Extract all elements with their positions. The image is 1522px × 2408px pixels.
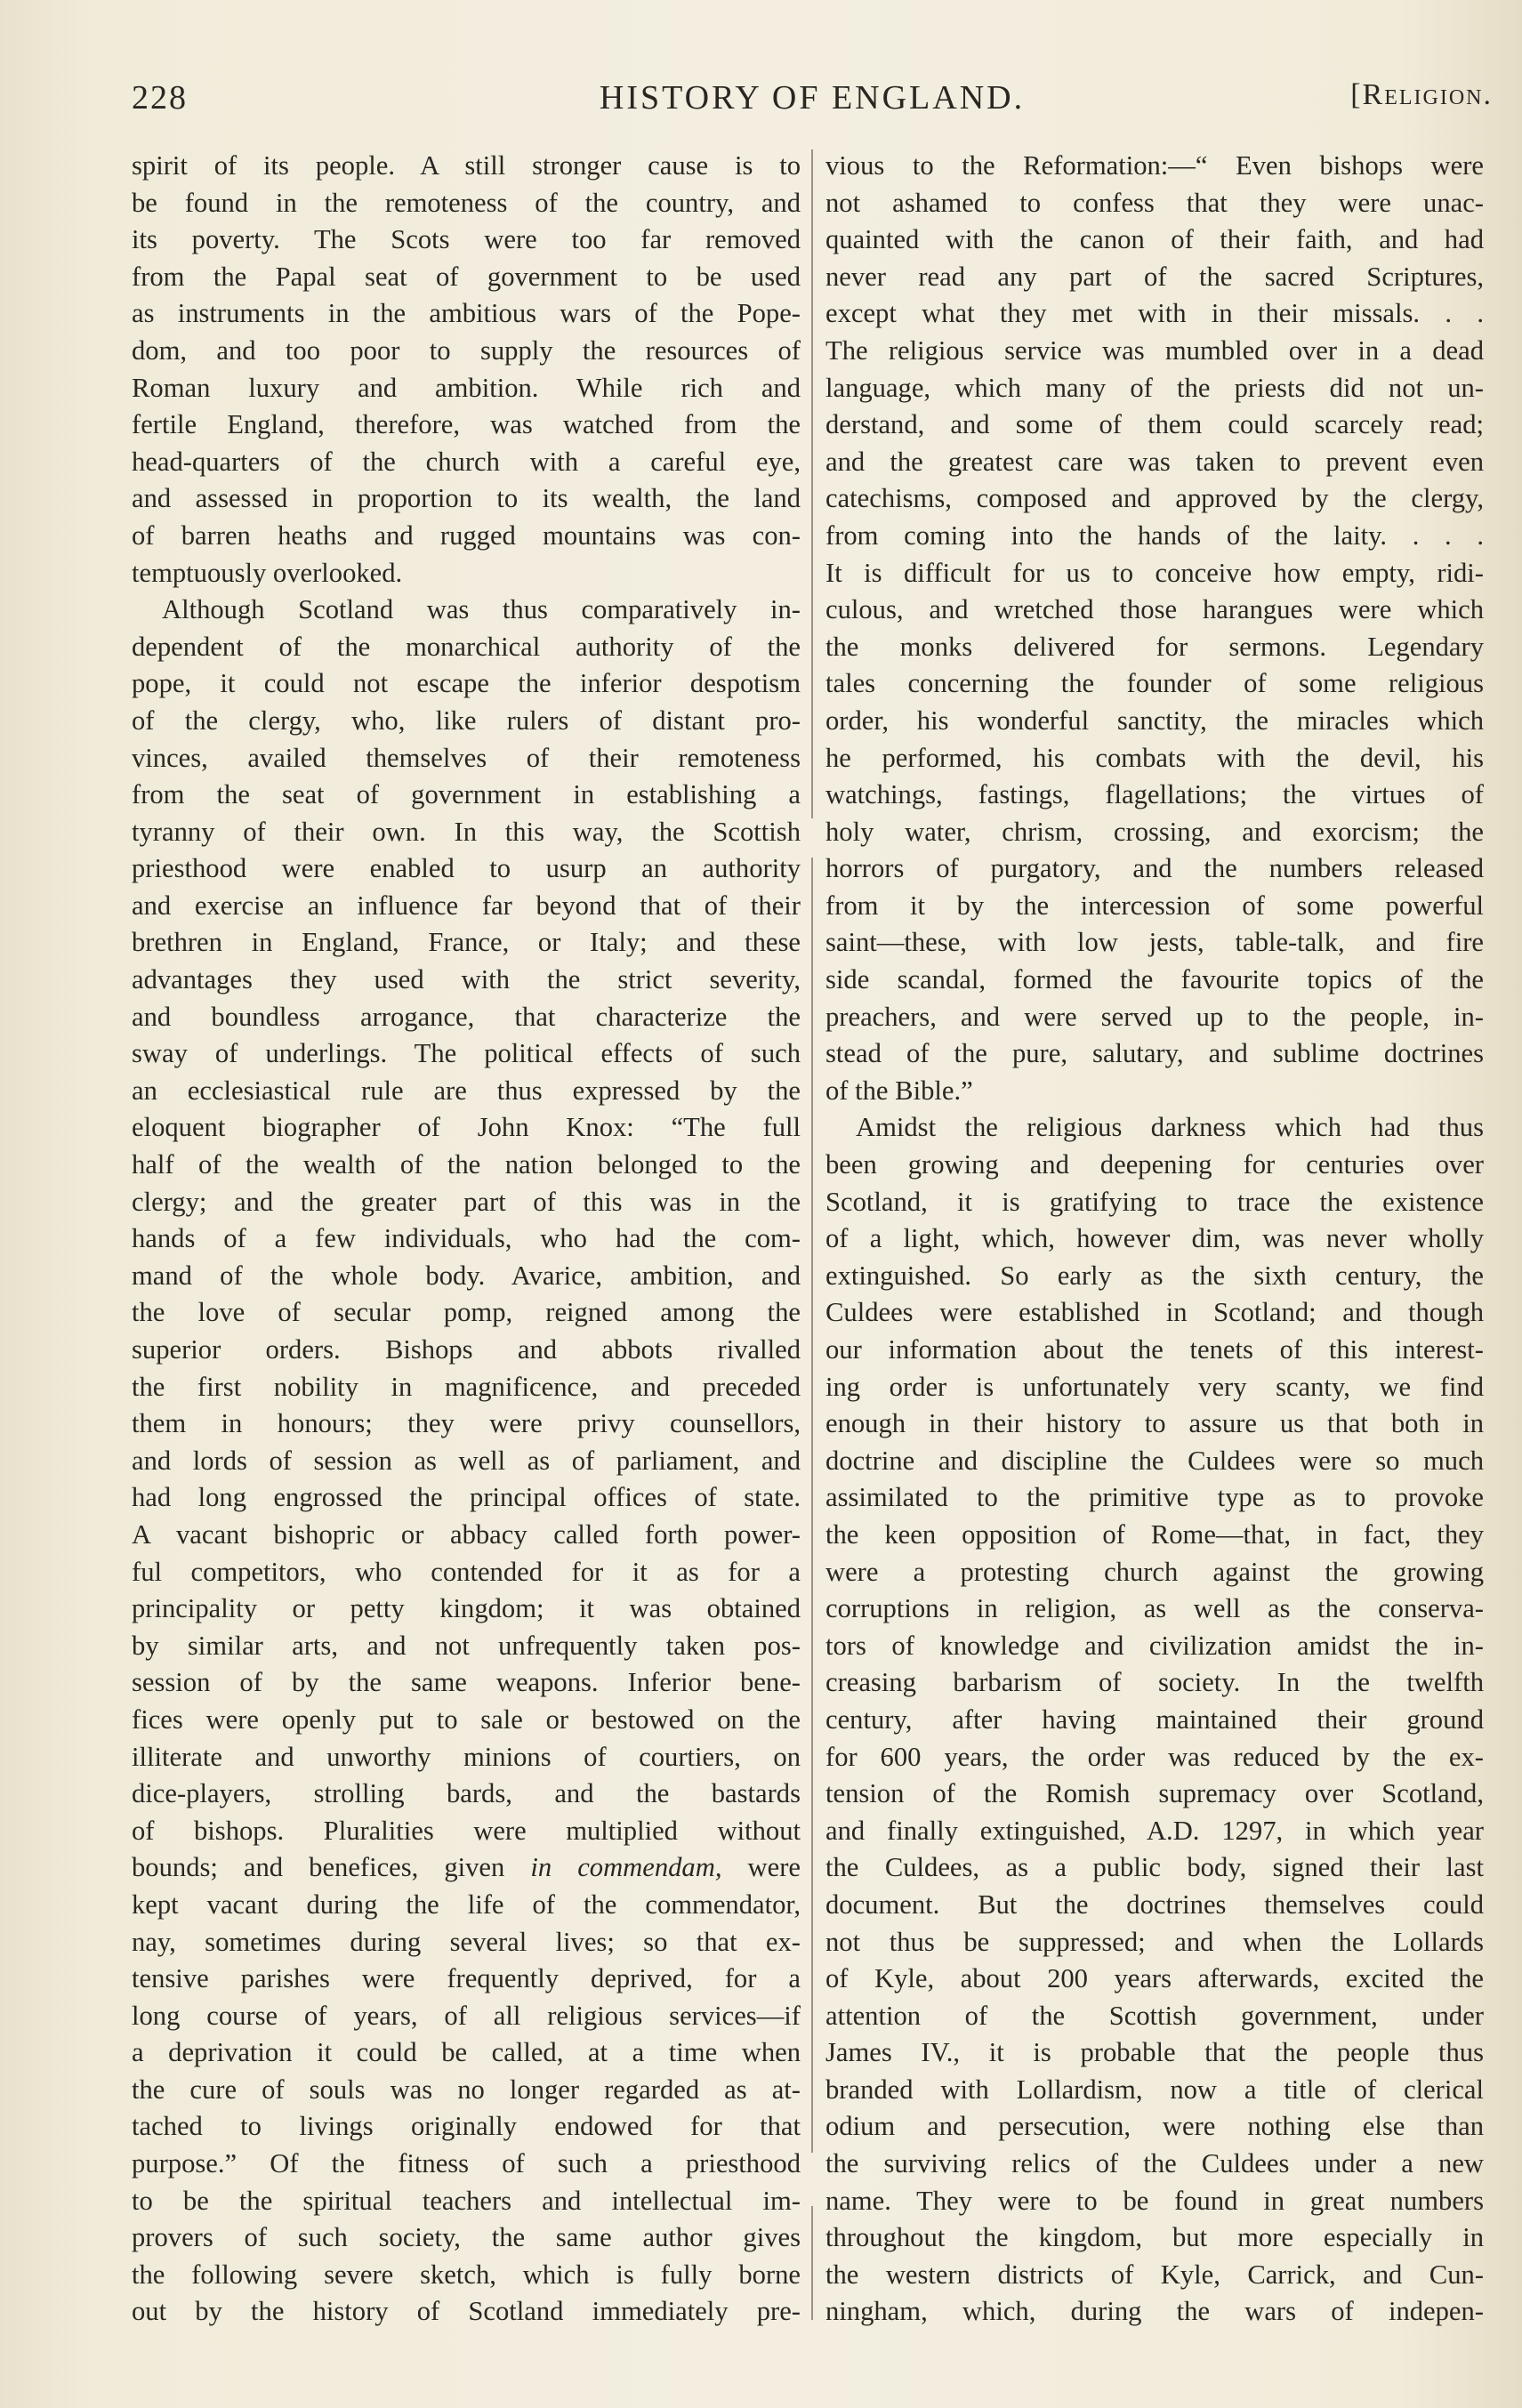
- text-line: James IV., it is probable that the people thus: [825, 2037, 1484, 2068]
- text-line: attention of the Scottish government, under: [825, 2000, 1484, 2031]
- text-line: and exercise an influence far beyond that of their: [132, 890, 801, 921]
- text-line: the surviving relics of the Culdees under a new: [825, 2148, 1484, 2179]
- text-line: be found in the remoteness of the country, and: [132, 187, 801, 218]
- page-header: [132, 78, 1493, 123]
- text-line: of bishops. Pluralities were multiplied without: [132, 1815, 801, 1846]
- text-line: dom, and too poor to supply the resources of: [132, 334, 801, 366]
- text-line: a deprivation it could be called, at a time when: [132, 2037, 801, 2068]
- text-line: never read any part of the sacred Scriptures,: [825, 261, 1484, 292]
- text-line: derstand, and some of them could scarcely read;: [825, 409, 1484, 440]
- text-line: nay, sometimes during several lives; so that ex-: [132, 1926, 801, 1957]
- text-line: from it by the intercession of some powerful: [825, 890, 1484, 921]
- text-line: had long engrossed the principal offices of state.: [132, 1482, 801, 1513]
- text-line: ningham, which, during the wars of indepen-: [825, 2296, 1484, 2327]
- text-line: out by the history of Scotland immediately pre-: [132, 2296, 801, 2327]
- text-line: catechisms, composed and approved by the clergy,: [825, 483, 1484, 514]
- text-line: century, after having maintained their ground: [825, 1703, 1484, 1735]
- text-line: an ecclesiastical rule are thus expressed by the: [132, 1075, 801, 1106]
- text-line: them in honours; they were privy counsellors,: [132, 1408, 801, 1439]
- running-title: HISTORY OF ENGLAND.: [599, 79, 1026, 117]
- text-line: temptuously overlooked.: [132, 557, 403, 588]
- text-line: except what they met with in their missals. . .: [825, 298, 1484, 329]
- text-segment: were: [747, 1852, 801, 1883]
- text-line: odium and persecution, were nothing else than: [825, 2111, 1484, 2142]
- text-line: tension of the Romish supremacy over Scotland,: [825, 1778, 1484, 1809]
- text-line: fices were openly put to sale or bestowed on the: [132, 1703, 801, 1735]
- text-line: of the Bible.”: [825, 1075, 973, 1106]
- text-line: ful competitors, who contended for it as for a: [132, 1556, 801, 1587]
- text-line: branded with Lollardism, now a title of clerical: [825, 2074, 1484, 2105]
- text-line: hands of a few individuals, who had the com-: [132, 1223, 801, 1254]
- text-line: tors of knowledge and civilization amidst the in-: [825, 1630, 1484, 1661]
- text-line: from coming into the hands of the laity. . . .: [825, 519, 1484, 551]
- text-line: sway of underlings. The political effects of such: [132, 1038, 801, 1069]
- text-line: side scandal, formed the favourite topics of the: [825, 964, 1484, 995]
- text-line: horrors of purgatory, and the numbers released: [825, 853, 1484, 884]
- text-line: the following severe sketch, which is fully borne: [132, 2259, 801, 2290]
- text-line: language, which many of the priests did not un-: [825, 372, 1484, 403]
- text-line: ing order is unfortunately very scanty, we find: [825, 1371, 1484, 1402]
- column-rule: [811, 149, 813, 2320]
- text-line: the cure of souls was no longer regarded as at-: [132, 2074, 801, 2105]
- text-line: the monks delivered for sermons. Legendary: [825, 631, 1484, 662]
- text-line: doctrine and discipline the Culdees were so much: [825, 1445, 1484, 1476]
- text-line: Scotland, it is gratifying to trace the existence: [825, 1186, 1484, 1217]
- text-line: tyranny of their own. In this way, the Scottish: [132, 816, 801, 847]
- text-line: pope, it could not escape the inferior despotism: [132, 668, 801, 699]
- text-line: Culdees were established in Scotland; and though: [825, 1297, 1484, 1328]
- text-line: document. But the doctrines themselves could: [825, 1889, 1484, 1920]
- text-line: to be the spiritual teachers and intellectual im-: [132, 2185, 801, 2216]
- text-line: for 600 years, the order was reduced by the ex-: [825, 1741, 1484, 1772]
- text-line: provers of such society, the same author gives: [132, 2222, 801, 2253]
- text-line: long course of years, of all religious services—if: [132, 2000, 801, 2031]
- text-line: the first nobility in magnificence, and preceded: [132, 1371, 801, 1402]
- text-line: the love of secular pomp, reigned among the: [132, 1297, 801, 1328]
- text-line: creasing barbarism of society. In the twelfth: [825, 1667, 1484, 1698]
- text-line: and lords of session as well as of parliament, and: [132, 1445, 801, 1476]
- page-number: 228: [132, 79, 188, 117]
- text-line: and boundless arrogance, that characterize the: [132, 1001, 801, 1032]
- text-line: throughout the kingdom, but more especially in: [825, 2222, 1484, 2253]
- text-line: order, his wonderful sanctity, the miracles which: [825, 705, 1484, 736]
- text-line: he performed, his combats with the devil, his: [825, 742, 1484, 773]
- text-line: purpose.” Of the fitness of such a priesthood: [132, 2148, 801, 2179]
- text-line: superior orders. Bishops and abbots rivalled: [132, 1334, 801, 1365]
- text-line: illiterate and unworthy minions of courtiers, on: [132, 1741, 801, 1772]
- text-line: eloquent biographer of John Knox: “The full: [132, 1112, 801, 1143]
- section-label: [Religion.: [1350, 78, 1493, 111]
- italic-phrase: in commendam,: [530, 1852, 722, 1883]
- text-line: saint—these, with low jests, table-talk, and fire: [825, 927, 1484, 958]
- text-line: from the Papal seat of government to be used: [132, 261, 801, 292]
- text-line: fertile England, therefore, was watched from the: [132, 409, 801, 440]
- text-line: A vacant bishopric or abbacy called forth power-: [132, 1518, 801, 1550]
- text-line: tached to livings originally endowed for that: [132, 2111, 801, 2142]
- text-line: kept vacant during the life of the commendator,: [132, 1889, 801, 1920]
- text-line: were a protesting church against the growing: [825, 1556, 1484, 1587]
- text-line: dice-players, strolling bards, and the bastards: [132, 1778, 801, 1809]
- text-line: assimilated to the primitive type as to provoke: [825, 1482, 1484, 1513]
- text-line: of a light, which, however dim, was never wholly: [825, 1223, 1484, 1254]
- text-line: by similar arts, and not unfrequently taken pos-: [132, 1630, 801, 1661]
- column-rule-gap: [808, 818, 817, 858]
- text-line: not ashamed to confess that they were unac-: [825, 187, 1484, 218]
- text-line: culous, and wretched those harangues were which: [825, 594, 1484, 625]
- right-column: [825, 148, 1484, 2331]
- text-line: corruptions in religion, as well as the conserva-: [825, 1593, 1484, 1624]
- text-line: head-quarters of the church with a careful eye,: [132, 446, 801, 477]
- text-line: enough in their history to assure us that both in: [825, 1408, 1484, 1439]
- text-line: its poverty. The Scots were too far removed: [132, 224, 801, 255]
- text-line: principality or petty kingdom; it was obtained: [132, 1593, 801, 1624]
- text-line: Amidst the religious darkness which had thus: [856, 1112, 1484, 1143]
- text-segment: bounds; and benefices, given: [132, 1852, 505, 1883]
- text-line: the western districts of Kyle, Carrick, and Cun-: [825, 2259, 1484, 2290]
- column-rule-gap: [808, 2153, 817, 2206]
- text-line: been growing and deepening for centuries over: [825, 1149, 1484, 1180]
- text-line: extinguished. So early as the sixth century, the: [825, 1260, 1484, 1291]
- text-line: not thus be suppressed; and when the Lollards: [825, 1926, 1484, 1957]
- text-line: the keen opposition of Rome—that, in fact, they: [825, 1518, 1484, 1550]
- text-line: Although Scotland was thus comparatively in-: [162, 594, 801, 625]
- text-line-commendam: [132, 1849, 801, 1887]
- text-line: It is difficult for us to conceive how empty, ridi-: [825, 557, 1484, 588]
- text-line: tales concerning the founder of some religious: [825, 668, 1484, 699]
- text-line: holy water, chrism, crossing, and exorcism; the: [825, 816, 1484, 847]
- text-line: vious to the Reformation:—“ Even bishops were: [825, 150, 1484, 181]
- text-line: of the clergy, who, like rulers of distant pro-: [132, 705, 801, 736]
- text-line: name. They were to be found in great numbers: [825, 2185, 1484, 2216]
- text-line: from the seat of government in establishing a: [132, 779, 801, 810]
- text-line: preachers, and were served up to the people, in-: [825, 1001, 1484, 1032]
- text-line: vinces, availed themselves of their remoteness: [132, 742, 801, 773]
- text-line: dependent of the monarchical authority of the: [132, 631, 801, 662]
- text-line: spirit of its people. A still stronger cause is to: [132, 150, 801, 181]
- text-line: watchings, fastings, flagellations; the virtues of: [825, 779, 1484, 810]
- text-line: our information about the tenets of this interest-: [825, 1334, 1484, 1365]
- text-line: session of by the same weapons. Inferior bene-: [132, 1667, 801, 1698]
- text-line: advantages they used with the strict severity,: [132, 964, 801, 995]
- text-line: the Culdees, as a public body, signed their last: [825, 1852, 1484, 1883]
- text-line: and the greatest care was taken to prevent even: [825, 446, 1484, 477]
- text-line: of barren heaths and rugged mountains was con-: [132, 519, 801, 551]
- text-line: half of the wealth of the nation belonged to the: [132, 1149, 801, 1180]
- text-line: clergy; and the greater part of this was in the: [132, 1186, 801, 1217]
- text-line: priesthood were enabled to usurp an authority: [132, 853, 801, 884]
- text-line: of Kyle, about 200 years afterwards, excited the: [825, 1963, 1484, 1994]
- text-line: quainted with the canon of their faith, and had: [825, 224, 1484, 255]
- text-line: The religious service was mumbled over in a dead: [825, 334, 1484, 366]
- text-line: mand of the whole body. Avarice, ambition, and: [132, 1260, 801, 1291]
- text-line: Roman luxury and ambition. While rich and: [132, 372, 801, 403]
- text-line: brethren in England, France, or Italy; and these: [132, 927, 801, 958]
- left-column: [132, 148, 801, 2331]
- text-line: tensive parishes were frequently deprived, for a: [132, 1963, 801, 1994]
- text-line: and finally extinguished, A.D. 1297, in which year: [825, 1815, 1484, 1846]
- text-line: as instruments in the ambitious wars of the Pope-: [132, 298, 801, 329]
- text-line: and assessed in proportion to its wealth, the land: [132, 483, 801, 514]
- text-line: stead of the pure, salutary, and sublime doctrines: [825, 1038, 1484, 1069]
